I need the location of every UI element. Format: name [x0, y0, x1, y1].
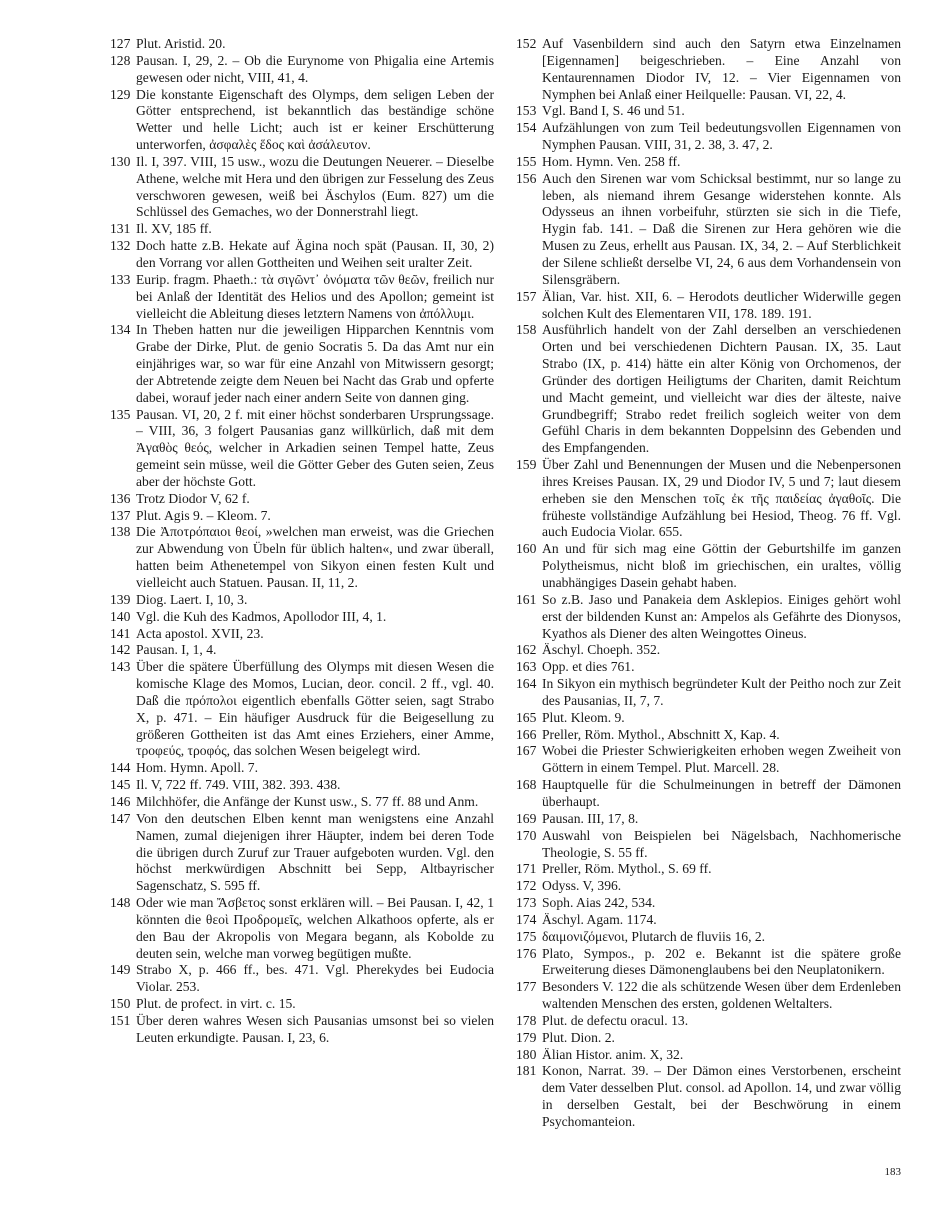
footnote [516, 946, 901, 980]
page-number: 183 [884, 1166, 901, 1178]
footnote-text: Ausführlich handelt von der Zahl derselben an verschiedenen Orten und bei verschiedenen Dichtern Pausan. IX, 35. Laut Strabo (IX, p. 414) hätte ein alter König von Orchomenos, der Gründer des dortigen Heiligtums der Chariten, damit Reichtum und Macht gemeint, und vielleicht war dies der älteste, naive Grundbegriff; Strabo redet freilich sogleich weiter von dem Gefühl Charis in dem bekannten Doppelsinn des Gebenden und des Empfangenden. [542, 322, 901, 456]
footnote-text: Hom. Hymn. Ven. 258 ff. [542, 153, 681, 169]
footnote [516, 777, 901, 811]
footnote-number: 129 [110, 86, 131, 102]
footnote [110, 221, 494, 238]
footnote [516, 710, 901, 727]
footnote-number: 128 [110, 52, 131, 68]
footnote-text: Plut. de defectu oracul. 13. [542, 1012, 689, 1028]
footnote [110, 53, 494, 87]
footnote-text: Opp. et dies 761. [542, 659, 635, 675]
footnote [110, 777, 494, 794]
footnote-text: Pausan. VI, 20, 2 f. mit einer höchst sonderbaren Ursprungssage. – VIII, 36, 3 folgert Pausanias ganz willkürlich, daß mit dem Ἀγαθὸς θεός, welcher in Arkadien seinen Tempel hatte, Zeus gemeint sein müsse, weil die Götter Geber des Guten seien, Zeus aber der höchste Gott. [136, 406, 494, 489]
footnote-text: Strabo X, p. 466 ff., bes. 471. Vgl. Pherekydes bei Eudocia Violar. 253. [136, 962, 494, 995]
footnote [516, 120, 901, 154]
left-column-notes [110, 36, 494, 1047]
footnote-number: 146 [110, 793, 131, 809]
footnote [516, 592, 901, 643]
footnote-number: 151 [110, 1012, 131, 1028]
footnote-text: Konon, Narrat. 39. – Der Dämon eines Verstorbenen, erscheint dem Vater desselben Plut. consol. ad Apollon. 14, und zwar völlig in derselben Gestalt, bei der Beschwörung in einem Psychomanteion. [542, 1063, 901, 1129]
footnote [110, 154, 494, 221]
footnote-number: 159 [516, 457, 537, 473]
footnote-number: 165 [516, 709, 537, 725]
footnote-text: Preller, Röm. Mythol., Abschnitt X, Kap. 4. [542, 726, 780, 742]
footnote [110, 962, 494, 996]
footnote-text: Die konstante Eigenschaft des Olymps, dem seligen Leben der Götter entsprechend, ist bekanntlich das beständige schöne Wetter und helle Licht; auch ist er keiner Erschütterung unterworfen, ἀσφαλὲς ἕδος καὶ ἀσάλευτον. [136, 86, 494, 153]
footnote-text: Eurip. fragm. Phaeth.: τὰ σιγῶντ᾽ ὀνόματα τῶν θεῶν, freilich nur bei Anlaß der Identität des Helios und des Apollon; gemeint ist vielleicht die Ableitung dieses letztern Namens von ἀπόλλυμι. [136, 271, 494, 321]
footnote [516, 929, 901, 946]
footnote-number: 179 [516, 1029, 537, 1045]
footnote-text: Milchhöfer, die Anfänge der Kunst usw., S. 77 ff. 88 und Anm. [136, 793, 479, 809]
footnote [110, 272, 494, 323]
footnote-text: Über Zahl und Benennungen der Musen und die Nebenpersonen ihres Kreises Pausan. IX, 29 und Diodor IV, 5 und 7; laut diesem erheben sie den Menschen τοῖς ἐκ τῆς παιδείας ἀγαθοῖς. Die früheste vollständige Aufzählung bei Hesiod, Theog. 76 ff. Vgl. auch Eudocia Violar. 655. [542, 457, 901, 540]
footnote-number: 164 [516, 676, 537, 692]
footnote-number: 155 [516, 153, 537, 169]
footnote-text: Plut. de profect. in virt. c. 15. [136, 996, 296, 1012]
footnote-text: Hom. Hymn. Apoll. 7. [136, 760, 258, 776]
footnote-number: 141 [110, 625, 131, 641]
footnote-number: 149 [110, 962, 131, 978]
footnote-number: 163 [516, 659, 537, 675]
footnote-text: Diog. Laert. I, 10, 3. [136, 591, 248, 607]
footnote [516, 1013, 901, 1030]
footnote-number: 170 [516, 827, 537, 843]
footnote-text: Trotz Diodor V, 62 f. [136, 490, 250, 506]
footnote-number: 158 [516, 322, 537, 338]
footnote-text: Hauptquelle für die Schulmeinungen in betreff der Dämonen überhaupt. [542, 777, 901, 809]
footnote [516, 36, 901, 103]
footnote-number: 172 [516, 878, 537, 894]
footnote-text: Auch den Sirenen war vom Schicksal bestimmt, nur so lange zu leben, als niemand ihrem Gesange widerstehen konnte. Als Odysseus an ihnen vorbeifuhr, stürzten sie sich in die Tiefe, Hygin fab. 141. – Daß die Sirenen zur Hera gehören wie die Musen zu Zeus, erhellt aus Pausan. IX, 34, 2. – Auf Sterblichkeit der Silene schließt derselbe VI, 24, 6 aus dem Vorhandensein von Silensgräbern. [542, 170, 901, 287]
footnote [110, 322, 494, 406]
footnote-number: 136 [110, 490, 131, 506]
footnote [516, 103, 901, 120]
footnote [516, 1063, 901, 1130]
footnote-number: 181 [516, 1063, 537, 1079]
footnote [110, 238, 494, 272]
footnote [516, 979, 901, 1013]
footnote [110, 811, 494, 895]
footnote-number: 130 [110, 153, 131, 169]
footnote-number: 162 [516, 642, 537, 658]
footnote-text: Acta apostol. XVII, 23. [136, 625, 264, 641]
footnote [110, 794, 494, 811]
footnote [516, 1047, 901, 1064]
footnote-number: 139 [110, 591, 131, 607]
footnote-text: Über deren wahres Wesen sich Pausanias umsonst bei so vielen Leuten erkundigte. Pausan. I, 23, 6. [136, 1012, 494, 1045]
footnote-text: Vgl. Band I, S. 46 und 51. [542, 103, 685, 119]
footnote [110, 659, 494, 760]
footnote [110, 626, 494, 643]
footnote [516, 659, 901, 676]
footnote-number: 148 [110, 895, 131, 911]
footnote [516, 457, 901, 541]
footnote-number: 127 [110, 36, 131, 51]
footnote [516, 289, 901, 323]
footnote [516, 154, 901, 171]
footnote [516, 861, 901, 878]
footnote [516, 828, 901, 862]
footnote-number: 142 [110, 642, 131, 658]
footnote-number: 171 [516, 861, 537, 877]
footnote [110, 642, 494, 659]
footnote-text: In Theben hatten nur die jeweiligen Hipparchen Kenntnis vom Grabe der Dirke, Plut. de genio Socratis 5. Da das Amt nur ein einjähriges war, so war für eine Anzahl von Mitwissern gesorgt; der Abtretende zeigte dem Neuen bei Nacht das Grab und opferte dabei, worauf jeder nach einer andern Seite von dannen ging. [136, 322, 494, 405]
footnote [110, 760, 494, 777]
footnote-text: In Sikyon ein mythisch begründeter Kult der Peitho noch zur Zeit des Pausanias, II, 7, 7. [542, 676, 901, 708]
footnote-number: 132 [110, 238, 131, 254]
footnote [110, 592, 494, 609]
footnote-number: 152 [516, 36, 537, 51]
footnote [516, 878, 901, 895]
footnote-number: 160 [516, 541, 537, 557]
footnote-text: Pausan. I, 29, 2. – Ob die Eurynome von Phigalia eine Artemis gewesen oder nicht, VIII, 41, 4. [136, 52, 494, 85]
footnote-text: Plut. Kleom. 9. [542, 709, 625, 725]
footnote [110, 996, 494, 1013]
footnote-number: 154 [516, 120, 537, 136]
footnote-text: Il. V, 722 ff. 749. VIII, 382. 393. 438. [136, 777, 341, 793]
footnote-text: Über die spätere Überfüllung des Olymps mit diesen Wesen die komische Klage des Momos, Lucian, deor. concil. 2 ff., vgl. 40. Daß die πρόπολοι eigentlich ebenfalls Götter seien, sagt Strabo X, p. 471. – Ein häufiger Ausdruck für die Beigesellung zu größeren Gottheiten ist das Amt eines Erziehers, einer Amme, τροφεύς, τροφός, das solchen Wesen beigelegt wird. [136, 659, 494, 759]
footnote-number: 144 [110, 760, 131, 776]
footnote [110, 1013, 494, 1047]
footnote-number: 161 [516, 591, 537, 607]
footnote-text: Aufzählungen von zum Teil bedeutungsvollen Eigennamen von Nymphen Pausan. VIII, 31, 2. 38, 3. 47, 2. [542, 120, 901, 153]
footnote-number: 131 [110, 221, 131, 237]
footnote-number: 173 [516, 895, 537, 911]
right-column-notes [516, 36, 901, 1131]
footnote-text: Die Ἀποτρόπαιοι θεοί, »welchen man erweist, was die Griechen zur Abwendung von Übeln für üblich halten«, und zwar überall, hatten beim Athenetempel von Sikyon einen festen Kult und vielleicht auch Statuen. Pausan. II, 11, 2. [136, 524, 494, 590]
footnote-text: Plut. Dion. 2. [542, 1029, 615, 1045]
footnote-number: 177 [516, 979, 537, 995]
footnote [516, 676, 901, 710]
footnote-number: 174 [516, 911, 537, 927]
footnote [516, 1030, 901, 1047]
footnote [110, 609, 494, 626]
footnote [110, 524, 494, 591]
footnote [110, 407, 494, 491]
footnote [516, 811, 901, 828]
footnote-number: 168 [516, 777, 537, 793]
footnote-number: 140 [110, 608, 131, 624]
footnote-text: Äschyl. Agam. 1174. [542, 911, 657, 927]
footnote [516, 642, 901, 659]
footnote-number: 135 [110, 406, 131, 422]
footnote-number: 176 [516, 945, 537, 961]
footnote-text: Il. I, 397. VIII, 15 usw., wozu die Deutungen Neuerer. – Dieselbe Athene, welche mit Hera und den übrigen zur Fesselung des Zeus verschworen gewesen, weiß bei Äschylos (Eum. 827) um die Schlüssel des Gemaches, wo der Donnerstrahl liegt. [136, 153, 494, 220]
footnote-number: 145 [110, 777, 131, 793]
footnote-text: Von den deutschen Elben kennt man wenigstens eine Anzahl Namen, zumal diejenigen ihrer Häupter, indem bei deren Tode die übrigen durch Zuruf zur Trauer aufgeboten wurden. Vgl. den höchst merkwürdigen Abschnitt bei Sepp, Altbayrischer Sagenschatz, S. 595 ff. [136, 810, 494, 894]
footnote-number: 178 [516, 1012, 537, 1028]
footnote-text: Pausan. I, 1, 4. [136, 642, 217, 658]
footnote-text: Plato, Sympos., p. 202 e. Bekannt ist die spätere große Erweiterung dieses Dämonenglaubens bei den Neuplatonikern. [542, 945, 901, 978]
footnote-number: 153 [516, 103, 537, 119]
footnote-text: Auswahl von Beispielen bei Nägelsbach, Nachhomerische Theologie, S. 55 ff. [542, 827, 901, 860]
footnote-text: Vgl. die Kuh des Kadmos, Apollodor III, 4, 1. [136, 608, 387, 624]
footnote [110, 36, 494, 53]
footnote-number: 150 [110, 996, 131, 1012]
footnote-text: Oder wie man Ἄσβετος sonst erklären will. – Bei Pausan. I, 42, 1 könnten die θεοὶ Προδρομεῖς, welchen Alkathoos opferte, als er den Bau der Akropolis von Megara begann, als Kobolde zu deuten sein, welche man vorweg begütigen mußte. [136, 895, 494, 961]
footnote-text: Auf Vasenbildern sind auch den Satyrn etwa Einzelnamen [Eigennamen] beigeschrieben. – Eine Anzahl von Kentaurennamen Diodor IV, 12. – Vier Eigennamen von Nymphen bei Anlaß einer Heilquelle: Pausan. VI, 22, 4. [542, 36, 901, 102]
footnote [516, 171, 901, 289]
footnote-text: Odyss. V, 396. [542, 878, 622, 894]
footnote [516, 727, 901, 744]
footnote-number: 169 [516, 810, 537, 826]
footnote-text: Doch hatte z.B. Hekate auf Ägina noch spät (Pausan. II, 30, 2) den Vorrang vor allen Gottheiten und Weihen seit uralter Zeit. [136, 238, 494, 270]
footnote [516, 322, 901, 457]
footnote-text: Plut. Agis 9. – Kleom. 7. [136, 507, 271, 523]
footnote-number: 147 [110, 810, 131, 826]
footnote-text: Wobei die Priester Schwierigkeiten erhoben wegen Zweiheit von Göttern in einem Tempel. Plut. Marcell. 28. [542, 743, 901, 776]
footnote [110, 491, 494, 508]
footnote-text: Besonders V. 122 die als schützende Wesen über dem Erdenleben waltenden Menschen des ersten, goldenen Weltalters. [542, 979, 901, 1012]
footnote-text: So z.B. Jaso und Panakeia dem Asklepios. Einiges gehört wohl erst der bildenden Kunst an: Ampelos als Gefährte des Dionysos, Kyathos als Diener des alten Weingottes Oineus. [542, 591, 901, 641]
footnote [110, 87, 494, 154]
footnote-text: Il. XV, 185 ff. [136, 221, 212, 237]
footnote-text: Soph. Aias 242, 534. [542, 895, 656, 911]
footnote-text: Älian Histor. anim. X, 32. [542, 1046, 684, 1062]
footnote-text: An und für sich mag eine Göttin der Geburtshilfe im ganzen Polytheismus, nicht bloß im griechischen, ein uraltes, völlig unabhängiges Dasein gehabt haben. [542, 541, 901, 590]
footnote-text: Pausan. III, 17, 8. [542, 810, 639, 826]
footnote-number: 134 [110, 322, 131, 338]
footnote-number: 133 [110, 271, 131, 287]
footnote-number: 143 [110, 659, 131, 675]
footnote-number: 167 [516, 743, 537, 759]
footnote-number: 137 [110, 507, 131, 523]
footnote-text: δαιμονιζόμενοι, Plutarch de fluviis 16, 2. [542, 928, 766, 944]
footnote-number: 180 [516, 1046, 537, 1062]
footnote [516, 912, 901, 929]
footnote-text: Älian, Var. hist. XII, 6. – Herodots deutlicher Widerwille gegen solchen Kult des Elementaren VII, 178. 189. 191. [542, 288, 901, 321]
footnote-number: 157 [516, 288, 537, 304]
footnote [516, 743, 901, 777]
footnote [110, 895, 494, 962]
footnote-number: 156 [516, 170, 537, 186]
footnote [516, 895, 901, 912]
footnote-number: 166 [516, 726, 537, 742]
footnote-text: Preller, Röm. Mythol., S. 69 ff. [542, 861, 712, 877]
footnote [516, 541, 901, 592]
footnote-number: 175 [516, 928, 537, 944]
footnote-text: Plut. Aristid. 20. [136, 36, 226, 51]
footnote-number: 138 [110, 524, 131, 540]
footnote-text: Äschyl. Choeph. 352. [542, 642, 661, 658]
footnote [110, 508, 494, 525]
